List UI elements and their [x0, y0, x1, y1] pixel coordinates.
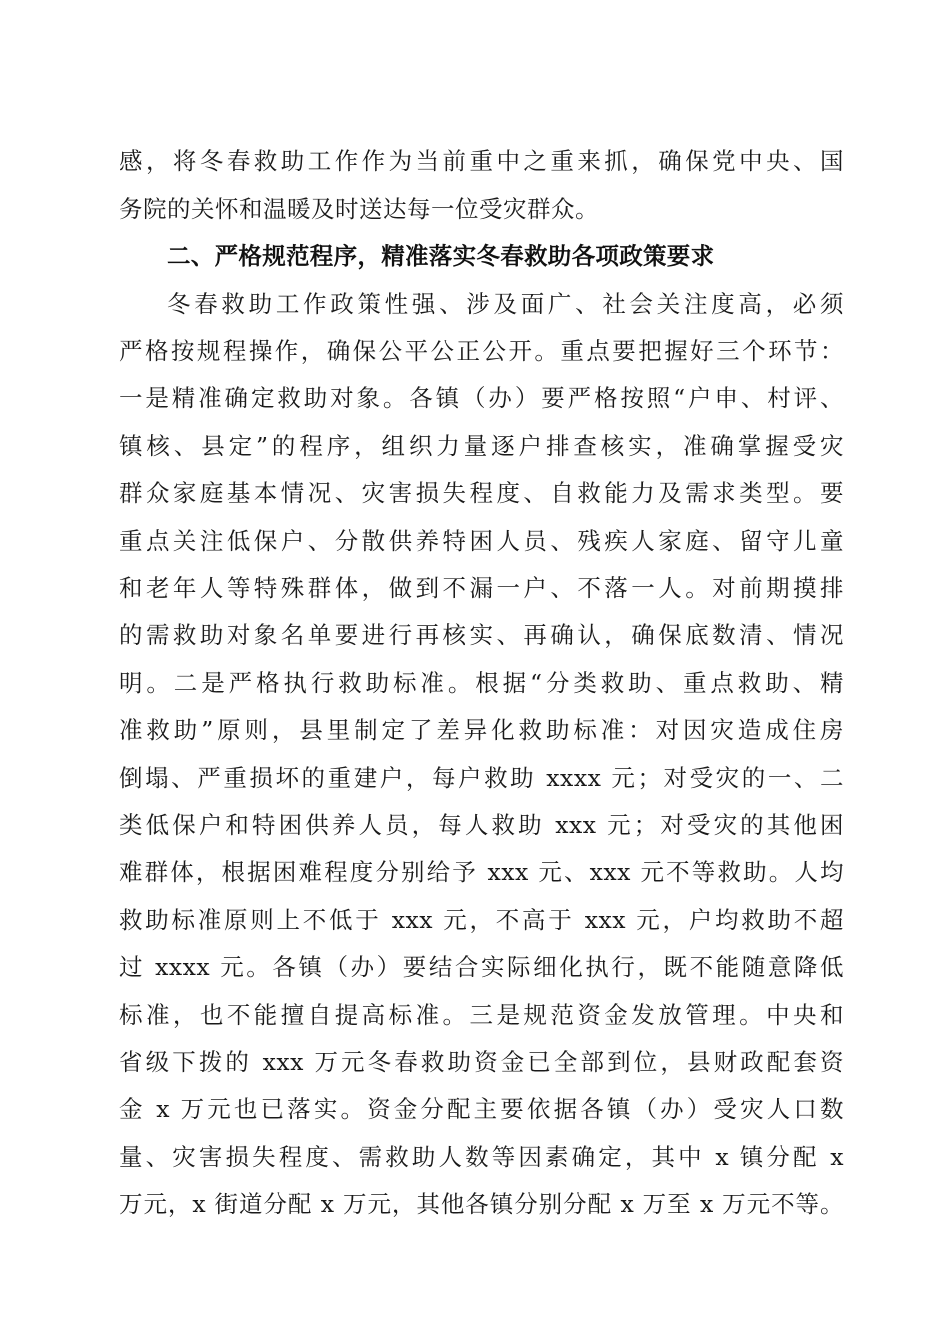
body-line: 准救助”原则，县里制定了差异化救助标准：对因灾造成住房: [119, 716, 844, 744]
body-line: 的需救助对象名单要进行再核实、再确认，确保底数清、情况: [119, 621, 844, 649]
body-line: 镇核、县定”的程序，组织力量逐户排查核实，准确掌握受灾: [119, 432, 844, 460]
body-line: 明。二是严格执行救助标准。根据“分类救助、重点救助、精: [119, 669, 844, 697]
body-line: 倒塌、严重损坏的重建户，每户救助 xxxx 元；对受灾的一、二: [119, 764, 844, 792]
intro-line: 务院的关怀和温暖及时送达每一位受灾群众。: [119, 195, 599, 223]
body-line: 万元，x 街道分配 x 万元，其他各镇分别分配 x 万至 x 万元不等。: [119, 1190, 844, 1218]
body-line: 救助标准原则上不低于 xxx 元，不高于 xxx 元，户均救助不超: [119, 906, 844, 934]
body-line: 过 xxxx 元。各镇（办）要结合实际细化执行，既不能随意降低: [119, 953, 844, 981]
body-line: 量、灾害损失程度、需救助人数等因素确定，其中 x 镇分配 x: [119, 1143, 844, 1171]
section-heading: 二、严格规范程序，精准落实冬春救助各项政策要求: [167, 242, 715, 270]
intro-line: 感，将冬春救助工作作为当前重中之重来抓，确保党中央、国: [119, 147, 844, 175]
body-line: 和老年人等特殊群体，做到不漏一户、不落一人。对前期摸排: [119, 574, 844, 602]
body-line: 难群体，根据困难程度分别给予 xxx 元、xxx 元不等救助。人均: [119, 858, 844, 886]
body-line: 冬春救助工作政策性强、涉及面广、社会关注度高，必须: [167, 290, 844, 318]
body-line: 重点关注低保户、分散供养特困人员、残疾人家庭、留守儿童: [119, 527, 844, 555]
body-line: 严格按规程操作，确保公平公正公开。重点要把握好三个环节：: [119, 337, 844, 365]
body-line: 类低保户和特困供养人员，每人救助 xxx 元；对受灾的其他困: [119, 811, 844, 839]
body-line: 一是精准确定救助对象。各镇（办）要严格按照“户申、村评、: [119, 384, 844, 412]
body-line: 群众家庭基本情况、灾害损失程度、自救能力及需求类型。要: [119, 479, 844, 507]
body-line: 标准，也不能擅自提高标准。三是规范资金发放管理。中央和: [119, 1001, 844, 1029]
body-line: 省级下拨的 xxx 万元冬春救助资金已全部到位，县财政配套资: [119, 1048, 844, 1076]
body-line: 金 x 万元也已落实。资金分配主要依据各镇（办）受灾人口数: [119, 1095, 844, 1123]
